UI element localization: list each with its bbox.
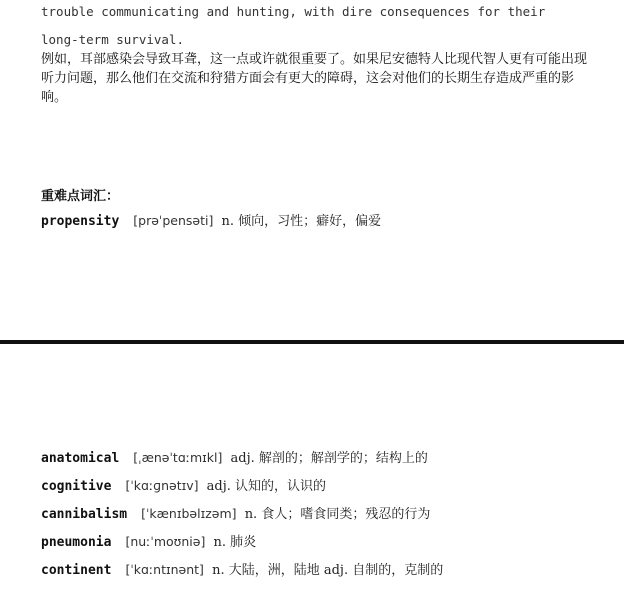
- vocab-definition: adj. 认知的，认识的: [206, 479, 327, 494]
- vocab-word: cognitive: [41, 479, 112, 494]
- vocab-entry: [41, 561, 443, 580]
- vocab-word: pneumonia: [41, 535, 112, 550]
- vocab-word: continent: [41, 563, 112, 578]
- english-text-line: long-term survival.: [41, 32, 184, 47]
- vocab-word: propensity: [41, 214, 120, 229]
- vocab-definition: n. 肺炎: [213, 535, 257, 550]
- english-text-line: trouble communicating and hunting, with dire consequences for their: [41, 4, 546, 19]
- vocab-entry: [41, 477, 326, 496]
- vocab-definition: n. 倾向，习性；癖好，偏爱: [221, 214, 382, 229]
- vocab-definition: adj. 解剖的；解剖学的；结构上的: [230, 451, 428, 466]
- vocab-word: anatomical: [41, 451, 120, 466]
- vocab-entry: [41, 212, 381, 231]
- document-page-bottom: [0, 344, 624, 598]
- vocab-definition: n. 食人；嗜食同类；残忍的行为: [244, 507, 431, 522]
- vocab-word: cannibalism: [41, 507, 128, 522]
- vocab-entry: [41, 533, 256, 552]
- vocab-phonetic: [ˌænəˈtɑːmɪkl]: [133, 450, 223, 465]
- vocab-definition: n. 大陆，洲，陆地 adj. 自制的，克制的: [212, 563, 444, 578]
- vocab-phonetic: [ˈkɑːɡnətɪv]: [125, 478, 199, 493]
- vocab-phonetic: [ˈkænɪbəlɪzəm]: [141, 506, 237, 521]
- vocab-phonetic: [ˈkɑːntɪnənt]: [125, 562, 204, 577]
- vocab-entry: [41, 449, 428, 468]
- vocab-entry: [41, 505, 430, 524]
- vocab-phonetic: [nuːˈmoʊniə]: [125, 534, 206, 549]
- chinese-translation-paragraph: 例如，耳部感染会导致耳聋，这一点或许就很重要了。如果尼安德特人比现代智人更有可能出现听力问题，那么他们在交流和狩猎方面会有更大的障碍，这会对他们的长期生存造成严重的影响。: [41, 52, 588, 105]
- vocab-section-heading: 重难点词汇：: [41, 189, 120, 204]
- vocab-phonetic: [prəˈpensəti]: [133, 213, 214, 228]
